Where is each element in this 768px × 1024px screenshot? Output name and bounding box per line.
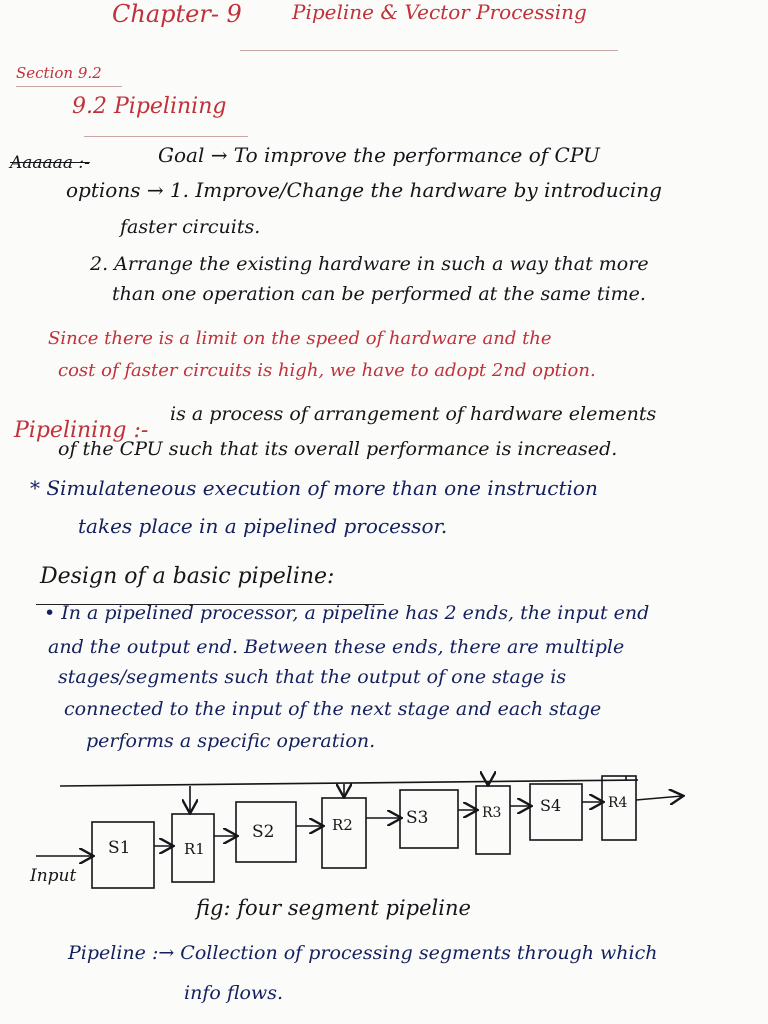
design-para-4: connected to the input of the next stage and each stage — [64, 698, 602, 720]
block-label-s2: S2 — [252, 822, 275, 842]
options-line-1b: faster circuits. — [120, 216, 261, 238]
chapter-label: Chapter- 9 — [112, 0, 242, 28]
diagram-caption: fig: four segment pipeline — [196, 896, 471, 920]
clock-bus — [60, 780, 638, 786]
diagram-input-label: Input — [30, 866, 77, 886]
block-label-r3: R3 — [482, 805, 502, 821]
design-para-5: performs a specific operation. — [86, 730, 376, 752]
design-para-3: stages/segments such that the output of one stage is — [58, 666, 567, 688]
block-label-s3: S3 — [406, 808, 429, 828]
since-line-b: cost of faster circuits is high, we have to adopt 2nd option. — [58, 360, 596, 381]
option-2-line-a: 2. Arrange the existing hardware in such a way that more — [90, 253, 649, 275]
design-para-1: • In a pipelined processor, a pipeline has 2 ends, the input end — [44, 602, 650, 624]
block-label-r2: R2 — [332, 816, 353, 834]
block-label-r1: R1 — [184, 840, 205, 858]
option-2-line-b: than one operation can be performed at the same time. — [112, 283, 646, 305]
section-tag: Section 9.2 — [16, 64, 102, 82]
chapter-title: Pipeline & Vector Processing — [292, 0, 587, 24]
section-heading: 9.2 Pipelining — [72, 94, 227, 119]
pipeline-definition-2: info flows. — [184, 982, 283, 1004]
block-label-s4: S4 — [540, 796, 562, 815]
design-heading: Design of a basic pipeline: — [40, 564, 335, 589]
simultaneous-line-b: takes place in a pipelined processor. — [78, 514, 448, 538]
output-arrow — [636, 796, 682, 800]
pipeline-definition-1: Pipeline :→ Collection of processing segments through which — [68, 942, 658, 964]
block-label-r4: R4 — [608, 795, 628, 811]
goal-line: Goal → To improve the performance of CPU — [158, 143, 600, 167]
since-line-a: Since there is a limit on the speed of hardware and the — [48, 328, 552, 349]
goal-prefix: Aaaaaa :- — [10, 153, 90, 173]
design-para-2: and the output end. Between these ends, there are multiple — [48, 636, 625, 658]
pipelining-def-a: is a process of arrangement of hardware elements — [170, 403, 657, 425]
pipelining-label: Pipelining :- — [14, 418, 149, 443]
options-line-1: options → 1. Improve/Change the hardware by introducing — [66, 178, 662, 202]
block-label-s1: S1 — [108, 838, 131, 858]
pipelining-def-b: of the CPU such that its overall performance is increased. — [58, 438, 618, 460]
simultaneous-line-a: * Simulateneous execution of more than one instruction — [30, 476, 598, 500]
